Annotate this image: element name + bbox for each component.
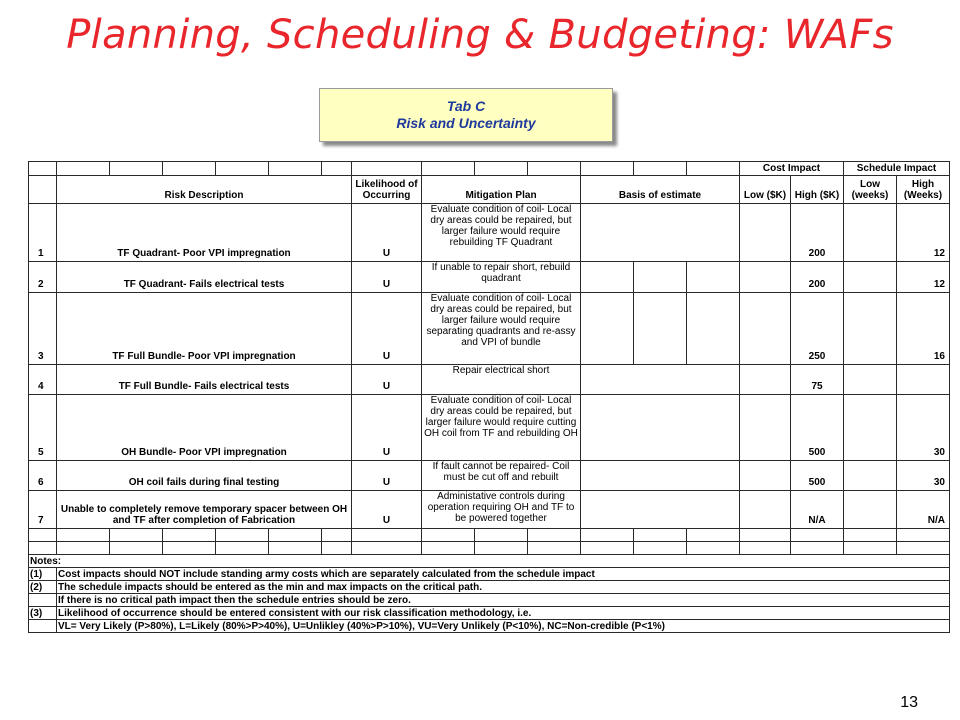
low-weeks-header: Low (weeks) <box>844 176 897 204</box>
row-number: 1 <box>29 204 57 262</box>
likelihood-header: Likelihood of Occurring <box>352 176 422 204</box>
risk-description: TF Full Bundle- Fails electrical tests <box>57 365 352 395</box>
high-weeks-value: 30 <box>897 395 950 461</box>
high-weeks-value: 12 <box>897 204 950 262</box>
mitigation-plan: Administative controls during operation requiring OH and TF to be powered together <box>422 491 581 529</box>
mitigation-plan: Repair electrical short <box>422 365 581 395</box>
high-weeks-value: 12 <box>897 262 950 293</box>
high-weeks-header: High (Weeks) <box>897 176 950 204</box>
risk-description: TF Quadrant- Poor VPI impregnation <box>57 204 352 262</box>
risk-table <box>28 161 950 633</box>
risk-description: TF Full Bundle- Poor VPI impregnation <box>57 293 352 365</box>
high-cost-value: N/A <box>791 491 844 529</box>
row-number: 6 <box>29 461 57 491</box>
schedule-impact-header: Schedule Impact <box>844 162 950 176</box>
table-row <box>29 293 950 365</box>
note-text: Likelihood of occurrence should be entered consistent with our risk classification methodology, i.e. <box>57 607 950 620</box>
mitigation-plan-header: Mitigation Plan <box>422 176 581 204</box>
mitigation-plan: Evaluate condition of coil- Local dry areas could be repaired, but larger failure would require separating quadrants and re-assy and VPI of bundle <box>422 293 581 365</box>
slide-title: Planning, Scheduling & Budgeting: WAFs <box>66 12 894 58</box>
mitigation-plan: If unable to repair short, rebuild quadrant <box>422 262 581 293</box>
high-cost-value: 75 <box>791 365 844 395</box>
table-row <box>29 365 950 395</box>
mitigation-plan: Evaluate condition of coil- Local dry areas could be repaired, but larger failure would require cutting OH coil from TF and rebuilding OH <box>422 395 581 461</box>
high-weeks-value: N/A <box>897 491 950 529</box>
row-number: 3 <box>29 293 57 365</box>
risk-description: OH Bundle- Poor VPI impregnation <box>57 395 352 461</box>
mitigation-plan: Evaluate condition of coil- Local dry areas could be repaired, but larger failure would require rebuilding TF Quadrant <box>422 204 581 262</box>
tab-label-line2: Risk and Uncertainty <box>396 115 536 131</box>
note-marker <box>29 620 57 633</box>
note-marker: (2) <box>29 581 57 594</box>
likelihood-value: U <box>352 262 422 293</box>
note-marker: (3) <box>29 607 57 620</box>
note-text: If there is no critical path impact then the schedule entries should be zero. <box>57 594 950 607</box>
likelihood-value: U <box>352 293 422 365</box>
table-row <box>29 461 950 491</box>
tab-label-box <box>319 88 613 142</box>
risk-description: OH coil fails during final testing <box>57 461 352 491</box>
high-weeks-value: 16 <box>897 293 950 365</box>
table-row <box>29 491 950 529</box>
risk-description: TF Quadrant- Fails electrical tests <box>57 262 352 293</box>
high-weeks-value <box>897 365 950 395</box>
row-number: 4 <box>29 365 57 395</box>
basis-of-estimate-header: Basis of estimate <box>581 176 740 204</box>
note-marker <box>29 594 57 607</box>
tab-label-line1: Tab C <box>446 98 486 114</box>
row-number: 5 <box>29 395 57 461</box>
risk-description-header: Risk Description <box>57 176 352 204</box>
likelihood-value: U <box>352 491 422 529</box>
mitigation-plan: If fault cannot be repaired- Coil must be cut off and rebuilt <box>422 461 581 491</box>
note-text: VL= Very Likely (P>80%), L=Likely (80%>P>40%), U=Unlikley (40%>P>10%), VU=Very Unlikely (P<10%), NC=Non-credible (P<1%) <box>57 620 950 633</box>
notes-label: Notes: <box>29 555 950 568</box>
high-cost-value: 500 <box>791 395 844 461</box>
high-weeks-value: 30 <box>897 461 950 491</box>
high-cost-value: 200 <box>791 262 844 293</box>
row-number: 7 <box>29 491 57 529</box>
likelihood-value: U <box>352 395 422 461</box>
cost-impact-header: Cost Impact <box>740 162 844 176</box>
note-marker: (1) <box>29 568 57 581</box>
table-row <box>29 204 950 262</box>
high-cost-header: High ($K) <box>791 176 844 204</box>
table-row <box>29 262 950 293</box>
note-text: The schedule impacts should be entered as the min and max impacts on the critical path. <box>57 581 950 594</box>
likelihood-value: U <box>352 204 422 262</box>
high-cost-value: 250 <box>791 293 844 365</box>
row-number: 2 <box>29 262 57 293</box>
page-number: 13 <box>900 694 918 711</box>
likelihood-value: U <box>352 461 422 491</box>
low-cost-header: Low ($K) <box>740 176 791 204</box>
table-row <box>29 395 950 461</box>
note-text: Cost impacts should NOT include standing army costs which are separately calculated from the schedule impact <box>57 568 950 581</box>
risk-description: Unable to completely remove temporary spacer between OH and TF after completion of Fabrication <box>57 491 352 529</box>
likelihood-value: U <box>352 365 422 395</box>
high-cost-value: 500 <box>791 461 844 491</box>
high-cost-value: 200 <box>791 204 844 262</box>
